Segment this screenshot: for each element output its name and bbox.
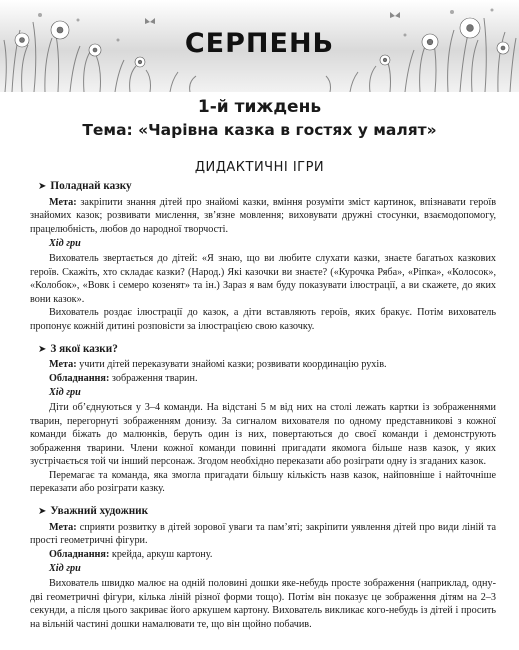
play-paragraph: Вихователь звертається до дітей: «Я знаю, що ви любите слухати казки, знаєте багатьох казкових героїв. Скажіть, хто складає казки? (Народ.) Які казочки ви знаєте? («Курочка Ряба», «Ріпка», «Колосок», «Колобок», «Вовк і семеро козенят» та ін.) Зараз я вам буду показувати ілюстрації, а ви скажете, до яких вони казок». [30,252,496,305]
month-title: СЕРПЕНЬ [184,28,335,59]
play-paragraph: Діти об’єднуються у 3–4 команди. На відстані 5 м від них на столі лежать картки із зображеннями тварин, перегорнуті зображенням донизу. За сигналом вихователя по одному представникові з кожної команди біжать до малюнків, беруть один із них, повертаються до своєї команди і демонструють зображення тварини. Члени кожної команди повинні пригадати якомога більше назв казок, у яких зустрічається той чи інший персонаж. Згодом необхідно переказати або розіграти одну із згаданих казок. [30,401,496,468]
play-label: Хід гри [49,387,81,399]
header-banner [0,0,519,92]
section-heading: ДИДАКТИЧНІ ІГРИ [194,160,325,175]
theme-heading: Тема: «Чарівна казка в гостях у малят» [82,121,437,139]
arrow-bullet-icon: ➤ [38,343,47,355]
game-item [30,180,496,334]
game-goal: Мета: учити дітей переказувати знайомі казки; розвивати координацію рухів. [49,359,387,371]
arrow-bullet-icon: ➤ [38,506,47,518]
game-equipment: Обладнання: крейда, аркуш картону. [49,548,213,560]
play-paragraph: Вихователь роздає ілюстрації до казок, а діти вставляють героїв, яких бракує. Потім вихователь пропонує кожній дитині розповісти за ілюстрацією свою казочку. [30,307,496,332]
game-title: ➤ З якої казки? [38,342,118,355]
game-item [30,343,496,497]
game-goal: Мета: закріпити знання дітей про знайомі казки, вміння розуміти зміст картинок, впізнавати героїв знайомих казок; розвивати мислення, зв’язне мовлення; виховувати дружні стосунки, взаємодопомогу, працелюбність, любов до народної творчості. [30,196,496,235]
play-paragraph: Перемагає та команда, яка змогла пригадати більшу кількість назв казок, найповніше і найточніше переказати або розіграти казку. [30,469,496,495]
arrow-bullet-icon: ➤ [38,181,47,192]
game-title: ➤ Поладнай казку [38,180,132,192]
play-label: Хід гри [49,238,81,250]
game-goal: Мета: сприяти розвитку в дітей зорової уваги та пам’яті; закріпити уявлення дітей про види ліній та прості геометричні фігури. [30,521,496,547]
game-item [30,505,496,631]
game-title: ➤ Уважний художник [38,505,149,518]
games-list [30,180,496,631]
play-paragraph: Вихователь швидко малює на одній половині дошки яке-небудь просте зображення (наприклад, одну-дві геометричні фігури, кілька ліній різної форми тощо). Потім він показує це зображення дітям на 2–3 секунди, а після цього закриває його аркушем картону. Вихователь викликає кого-небудь із дітей і просить на вільній частині дошки намалювати те, що він щойно побачив. [30,578,496,630]
week-heading: 1-й тиждень [197,97,322,117]
play-label: Хід гри [49,563,81,575]
game-equipment: Обладнання: зображення тварин. [49,372,198,384]
